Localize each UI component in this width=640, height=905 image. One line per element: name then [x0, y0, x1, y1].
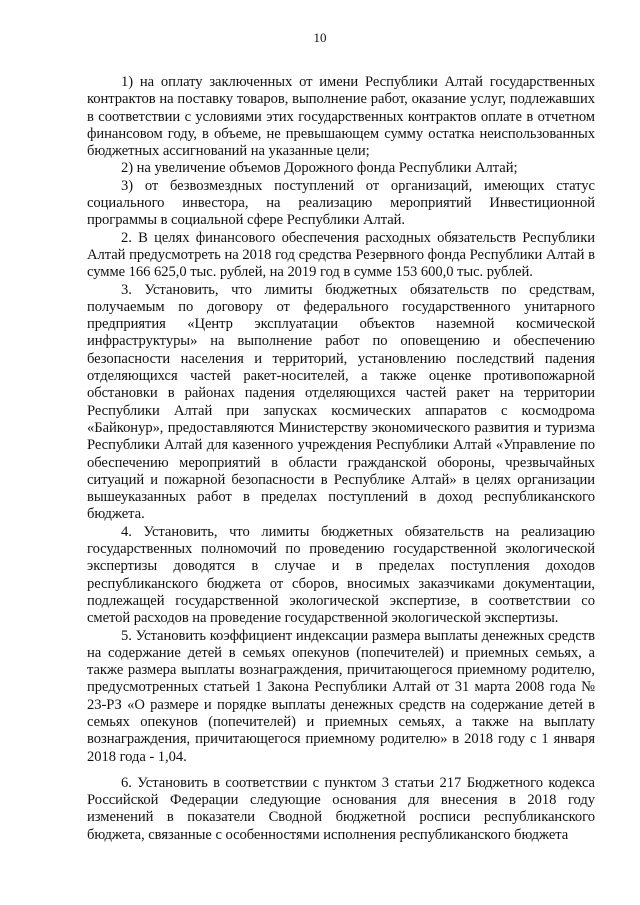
paragraph-subitem-1: 1) на оплату заключенных от имени Республики Алтай государственных контрактов на поставку товаров, выполнение работ, оказание услуг, подлежавших в соответствии с условиями этих государственных контрактов оплате в отчетном финансовом году, в объеме, не превышающем сумму остатка неиспользованных бюджетных ассигнований на указанные цели; [87, 74, 595, 160]
paragraph-item-2: 2. В целях финансового обеспечения расходных обязательств Республики Алтай предусмотреть на 2018 год средства Резервного фонда Республики Алтай в сумме 166 625,0 тыс. рублей, на 2019 год в сумме 153 600,0 тыс. рублей. [87, 229, 595, 281]
paragraph-item-5: 5. Установить коэффициент индексации размера выплаты денежных средств на содержание детей в семьях опекунов (попечителей) и приемных семьях, а также размера выплаты вознаграждения, причитающегося приемному родителю, предусмотренных статьей 1 Закона Республики Алтай от 31 марта 2008 года № 23-РЗ «О размере и порядке выплаты денежных средств на содержание детей в семьях опекунов (попечителей) и приемных семьях, а также на выплату вознаграждения, причитающегося приемному родителю» в 2018 году с 1 января 2018 года - 1,04. [87, 627, 595, 765]
document-body [87, 74, 595, 844]
paragraph-subitem-2: 2) на увеличение объемов Дорожного фонда Республики Алтай; [121, 160, 518, 177]
paragraph-subitem-3: 3) от безвозмездных поступлений от организаций, имеющих статус социального инвестора, на реализацию мероприятий Инвестиционной программы в социальной сфере Республики Алтай. [87, 177, 595, 229]
paragraph-item-4: 4. Установить, что лимиты бюджетных обязательств на реализацию государственных полномочий по проведению государственной экологической экспертизы доводятся в случае и в пределах поступления доходов республиканского бюджета от сборов, вносимых заказчиками документации, подлежащей государственной экологической экспертизе, в соответствии со сметой расходов на проведение государственной экологической экспертизы. [87, 523, 595, 627]
page-number: 10 [313, 30, 327, 45]
paragraph-item-3: 3. Установить, что лимиты бюджетных обязательств по средствам, получаемым по договору от федерального государственного унитарного предприятия «Центр эксплуатации объектов наземной космической инфраструктуры» на выполнение работ по оповещению и обеспечению безопасности населения и территорий, установлению последствий падения отделяющихся частей ракет-носителей, а также оценке противопожарной обстановки в районах падения отделяющихся частей ракет на территории Республики Алтай при запусках космических аппаратов с космодрома «Байконур», предоставляются Министерству экономического развития и туризма Республики Алтай для казенного учреждения Республики Алтай «Управление по обеспечению мероприятий в области гражданской обороны, чрезвычайных ситуаций и пожарной безопасности в Республике Алтай» в целях организации вышеуказанных работ в пределах поступлений в доход республиканского бюджета. [87, 281, 595, 523]
paragraph-item-6: 6. Установить в соответствии с пунктом 3 статьи 217 Бюджетного кодекса Российской Федерации следующие основания для внесения в 2018 году изменений в показатели Сводной бюджетной росписи республиканского бюджета, связанные с особенностями исполнения республиканского бюджета [87, 774, 595, 843]
